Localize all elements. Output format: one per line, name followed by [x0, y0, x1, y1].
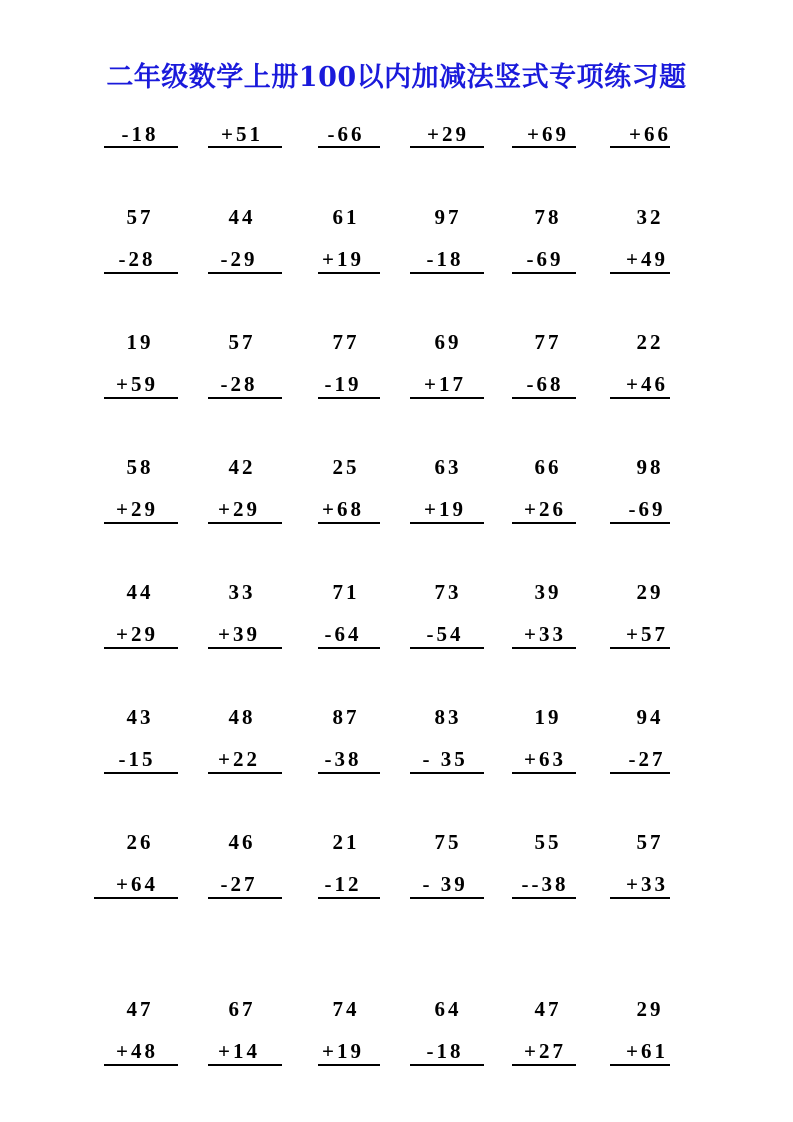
operand-text: +69 — [527, 122, 569, 146]
second-number: +14 — [218, 1039, 260, 1063]
answer-line — [410, 1064, 484, 1066]
answer-line — [104, 1064, 178, 1066]
answer-line — [512, 272, 576, 274]
second-number: -18 — [426, 247, 464, 271]
first-number: 25 — [332, 455, 360, 479]
first-number: 47 — [126, 997, 154, 1021]
second-number: +19 — [424, 497, 466, 521]
second-number: -27 — [628, 747, 666, 771]
first-number: 58 — [126, 455, 154, 479]
second-number: +63 — [524, 747, 566, 771]
first-number: 67 — [228, 997, 256, 1021]
answer-line — [512, 397, 576, 399]
answer-line — [208, 522, 282, 524]
second-number: +59 — [116, 372, 158, 396]
first-number: 55 — [534, 830, 562, 854]
first-number: 74 — [332, 997, 360, 1021]
first-number: 46 — [228, 830, 256, 854]
second-number: -12 — [324, 872, 362, 896]
operand-text: -66 — [327, 122, 365, 146]
second-number: -19 — [324, 372, 362, 396]
answer-line — [318, 1064, 380, 1066]
answer-line — [104, 522, 178, 524]
second-number: -28 — [118, 247, 156, 271]
answer-line — [104, 397, 178, 399]
answer-line — [610, 772, 670, 774]
second-number: +17 — [424, 372, 466, 396]
first-number: 94 — [636, 705, 664, 729]
answer-line — [410, 272, 484, 274]
answer-line — [318, 146, 380, 148]
second-number: +33 — [626, 872, 668, 896]
answer-line — [208, 397, 282, 399]
second-number: +64 — [116, 872, 158, 896]
answer-line — [512, 647, 576, 649]
second-number: +29 — [116, 497, 158, 521]
first-number: 44 — [228, 205, 256, 229]
answer-line — [512, 772, 576, 774]
first-number: 42 — [228, 455, 256, 479]
second-number: -54 — [426, 622, 464, 646]
first-number: 26 — [126, 830, 154, 854]
second-number: +49 — [626, 247, 668, 271]
first-number: 19 — [534, 705, 562, 729]
second-number: +26 — [524, 497, 566, 521]
first-number: 78 — [534, 205, 562, 229]
first-number: 61 — [332, 205, 360, 229]
second-number: -28 — [220, 372, 258, 396]
first-number: 71 — [332, 580, 360, 604]
second-number: -18 — [426, 1039, 464, 1063]
answer-line — [208, 146, 282, 148]
first-number: 47 — [534, 997, 562, 1021]
answer-line — [104, 647, 178, 649]
operand-text: +29 — [427, 122, 469, 146]
answer-line — [610, 897, 670, 899]
second-number: +61 — [626, 1039, 668, 1063]
answer-line — [318, 397, 380, 399]
answer-line — [610, 272, 670, 274]
first-number: 57 — [636, 830, 664, 854]
first-number: 21 — [332, 830, 360, 854]
second-number: -38 — [324, 747, 362, 771]
second-number: -69 — [628, 497, 666, 521]
first-number: 43 — [126, 705, 154, 729]
answer-line — [610, 1064, 670, 1066]
answer-line — [512, 146, 576, 148]
first-number: 22 — [636, 330, 664, 354]
answer-line — [410, 397, 484, 399]
first-number: 73 — [434, 580, 462, 604]
first-number: 75 — [434, 830, 462, 854]
answer-line — [208, 1064, 282, 1066]
second-number: - 39 — [422, 872, 468, 896]
answer-line — [610, 146, 670, 148]
second-number: +29 — [116, 622, 158, 646]
answer-line — [410, 647, 484, 649]
second-number: --38 — [521, 872, 569, 896]
answer-line — [94, 897, 178, 899]
second-number: +39 — [218, 622, 260, 646]
first-number: 87 — [332, 705, 360, 729]
first-number: 33 — [228, 580, 256, 604]
second-number: +57 — [626, 622, 668, 646]
answer-line — [610, 397, 670, 399]
first-number: 63 — [434, 455, 462, 479]
answer-line — [610, 647, 670, 649]
second-number: -64 — [324, 622, 362, 646]
second-number: +22 — [218, 747, 260, 771]
answer-line — [208, 897, 282, 899]
second-number: +46 — [626, 372, 668, 396]
second-number: +27 — [524, 1039, 566, 1063]
answer-line — [410, 772, 484, 774]
answer-line — [318, 522, 380, 524]
first-number: 48 — [228, 705, 256, 729]
answer-line — [318, 647, 380, 649]
first-number: 29 — [636, 580, 664, 604]
second-number: -69 — [526, 247, 564, 271]
first-number: 44 — [126, 580, 154, 604]
second-number: +68 — [322, 497, 364, 521]
first-number: 19 — [126, 330, 154, 354]
answer-line — [208, 772, 282, 774]
second-number: -29 — [220, 247, 258, 271]
operand-text: -18 — [121, 122, 159, 146]
first-number: 32 — [636, 205, 664, 229]
first-number: 64 — [434, 997, 462, 1021]
first-number: 57 — [228, 330, 256, 354]
first-number: 98 — [636, 455, 664, 479]
first-number: 29 — [636, 997, 664, 1021]
operand-text: +66 — [629, 122, 671, 146]
second-number: -27 — [220, 872, 258, 896]
answer-line — [104, 272, 178, 274]
answer-line — [318, 772, 380, 774]
second-number: -68 — [526, 372, 564, 396]
second-number: +19 — [322, 247, 364, 271]
answer-line — [410, 897, 484, 899]
second-number: +29 — [218, 497, 260, 521]
operand-text: +51 — [221, 122, 263, 146]
second-number: +48 — [116, 1039, 158, 1063]
answer-line — [318, 272, 380, 274]
answer-line — [208, 272, 282, 274]
first-number: 77 — [534, 330, 562, 354]
first-number: 97 — [434, 205, 462, 229]
answer-line — [318, 897, 380, 899]
answer-line — [512, 897, 576, 899]
answer-line — [104, 772, 178, 774]
answer-line — [512, 522, 576, 524]
worksheet-title: 二年级数学上册100以内加减法竖式专项练习题 — [106, 62, 687, 93]
first-number: 39 — [534, 580, 562, 604]
answer-line — [104, 146, 178, 148]
second-number: +19 — [322, 1039, 364, 1063]
answer-line — [610, 522, 670, 524]
first-number: 66 — [534, 455, 562, 479]
answer-line — [410, 522, 484, 524]
second-number: - 35 — [422, 747, 468, 771]
first-number: 69 — [434, 330, 462, 354]
answer-line — [512, 1064, 576, 1066]
first-number: 83 — [434, 705, 462, 729]
answer-line — [208, 647, 282, 649]
answer-line — [410, 146, 484, 148]
second-number: -15 — [118, 747, 156, 771]
second-number: +33 — [524, 622, 566, 646]
first-number: 57 — [126, 205, 154, 229]
first-number: 77 — [332, 330, 360, 354]
